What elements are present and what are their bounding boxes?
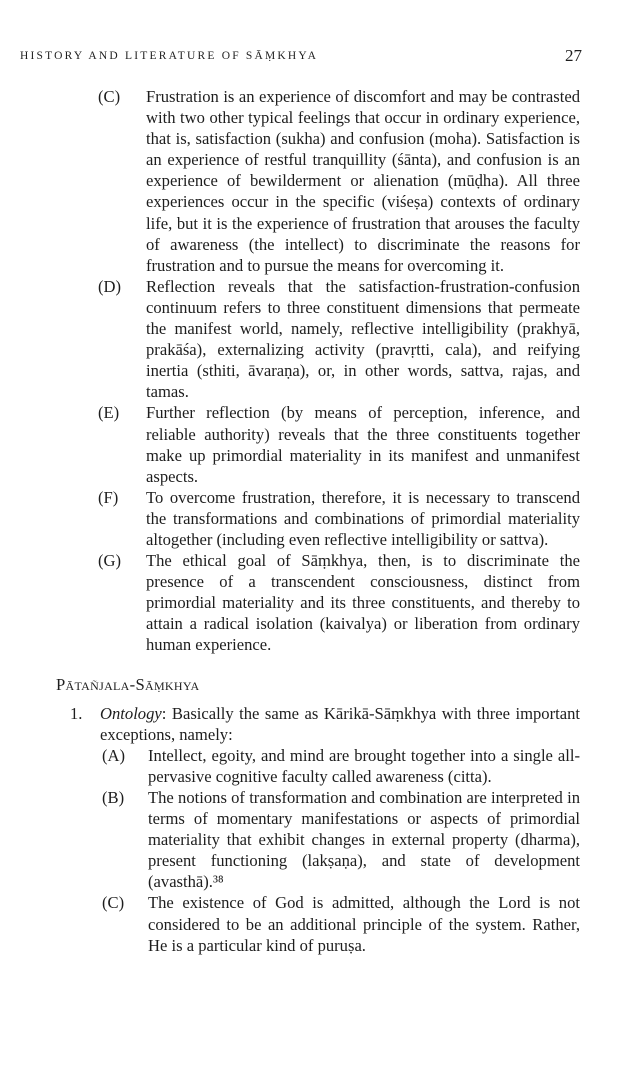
item-marker: (C) <box>98 87 121 106</box>
item-marker: (B) <box>102 788 125 807</box>
point-marker: 1. <box>70 703 83 723</box>
sub-item-a <box>50 745 580 787</box>
running-head: HISTORY AND LITERATURE OF SĀṂKHYA <box>20 50 319 62</box>
list-item-g <box>50 550 580 655</box>
item-text: To overcome frustration, therefore, it is necessary to transcend the transformations and combinations of primordial materiality altogether (including even reflective intelligibility or sattva). <box>146 487 580 549</box>
item-marker: (G) <box>98 551 122 571</box>
item-marker: (E) <box>98 403 120 423</box>
item-text: The notions of transformation and combination are interpreted in terms of momentary manifestations or aspects of primordial materiality that exhibit changes in external property (dharma), present functioning (lakṣaṇa), and state of development (avasthā).³⁸ <box>148 788 580 892</box>
item-text: The ethical goal of Sāṃkhya, then, is to discriminate the presence of a transcendent consciousness, distinct from primordial materiality and its three constituents, and thereby to attain a radical isolation (kaivalya) or liberation from ordinary human experience. <box>146 551 580 655</box>
item-marker: (C) <box>102 893 125 913</box>
sub-item-c <box>50 892 580 955</box>
item-marker: (F) <box>98 487 119 507</box>
item-text: Intellect, egoity, and mind are brought together into a single all-pervasive cognitive faculty called awareness (citta). <box>148 745 580 786</box>
point-lead: Ontology <box>100 703 162 723</box>
item-marker: (D) <box>98 276 122 296</box>
list-item-d <box>50 276 580 403</box>
item-text: Reflection reveals that the satisfaction-frustration-confusion continuum refers to three constituent dimensions that permeate the manifest world, namely, reflective intelligibility (prakhyā, prakāśa), externalizing activity (pravṛtti, cala), and reifying inertia (sthiti, āvaraṇa), or, in other words, sattva, rajas, and tamas. <box>146 276 580 402</box>
list-item-f <box>50 487 580 550</box>
page-body <box>50 86 580 956</box>
section-heading: Pātañjala-Sāṃkhya <box>56 674 200 694</box>
point-text: : Basically the same as Kārikā-Sāṃkhya with three important exceptions, namely: <box>100 703 580 744</box>
list-item-c <box>50 86 580 276</box>
item-text: The existence of God is admitted, although the Lord is not considered to be an additional principle of the system. Rather, He is a particular kind of puruṣa. <box>148 893 580 955</box>
sub-item-b <box>50 787 580 892</box>
numbered-point-ontology <box>50 703 580 745</box>
list-item-e <box>50 402 580 486</box>
running-header <box>20 48 582 70</box>
page-number: 27 <box>565 46 582 65</box>
item-text: Further reflection (by means of perception, inference, and reliable authority) reveals that the three constituents together make up primordial materiality in its manifest and unmanifest aspects. <box>146 403 580 486</box>
item-text: Frustration is an experience of discomfort and may be contrasted with two other typical feelings that occur in ordinary experience, that is, satisfaction (sukha) and confusion (moha). Satisfaction is an experience of restful tranquillity (śānta), and confusion is an experience of bewilderment or alienation (mūḍha). All three experiences occur in the specific (viśeṣa) contexts of ordinary life, but it is the experience of frustration that arouses the faculty of awareness (the intellect) to discriminate the reasons for frustration and to pursue the means for overcoming it. <box>146 87 580 275</box>
item-marker: (A) <box>102 745 126 765</box>
